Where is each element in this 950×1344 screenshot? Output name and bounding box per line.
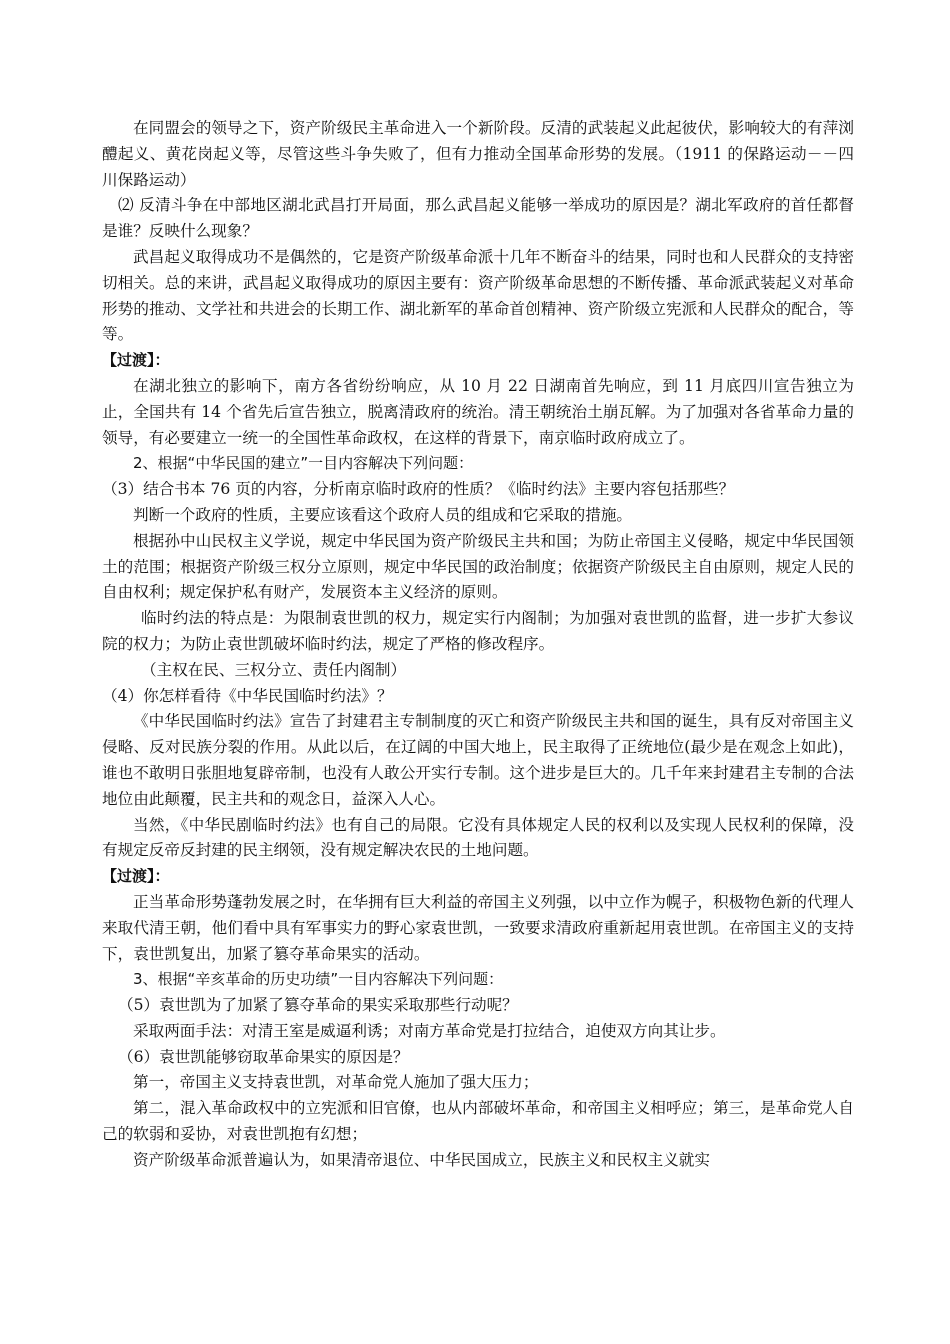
paragraph-provinces-independence: 在湖北独立的影响下，南方各省纷纷响应，从 10 月 22 日湖南首先响应，到 11 月底四川宣告独立为止，全国共有 14 个省先后宣告独立，脱离清政府的统治。清王朝统治土崩瓦解。为了加强对各省革命力量的领导，有必要建立一统一的全国性革命政权，在这样的背景下，南京临时政府成立了。: [102, 376, 854, 447]
paragraph-revolutionaries-belief: 资产阶级革命派普遍认为，如果清帝退位、中华民国成立，民族主义和民权主义就实: [133, 1150, 710, 1169]
paragraph-constitution-limitations: 当然，《中华民剧临时约法》也有自己的局限。它没有具体规定人民的权利以及实现人民权利的保障，没有规定反帝反封建的民主纲领，没有规定解决农民的土地问题。: [102, 815, 854, 860]
section-heading-3: 3、根据“辛亥革命的历史功绩”一目内容解决下列问题：: [133, 970, 504, 989]
question-4: （4）你怎样看待《中华民国临时约法》？: [102, 686, 393, 705]
section-heading-2: 2、根据“中华民国的建立”一目内容解决下列问题：: [133, 454, 474, 473]
paragraph-tongmenghui: 在同盟会的领导之下，资产阶级民主革命进入一个新阶段。反清的武装起义此起彼伏，影响较大的有萍浏醴起义、黄花岗起义等，尽管这些斗争失败了，但有力推动全国革命形势的发展。（1911 的保路运动－－四川保路运动）: [102, 119, 854, 189]
paragraph-yuan-shikai-return: 正当革命形势蓬勃发展之时，在华拥有巨大利益的帝国主义列强，以中立作为幌子，积极物色新的代理人来取代清王朝，他们看中具有军事实力的野心家袁世凯，一致要求清政府重新起用袁世凯。在帝国主义的支持下，袁世凯复出，加紧了篡夺革命果实的活动。: [102, 892, 854, 963]
paragraph-government-nature: 判断一个政府的性质，主要应该看这个政府人员的组成和它采取的措施。: [133, 505, 633, 524]
paragraph-two-faced-tactics: 采取两面手法：对清王室是威逼利诱；对南方革命党是打拉结合，迫使双方向其让步。: [133, 1021, 726, 1040]
paragraph-reason-second-third: 第二，混入革命政权中的立宪派和旧官僚，也从内部破坏革命，和帝国主义相呼应；第三，是革命党人自己的软弱和妥协，对袁世凯抱有幻想；: [102, 1099, 854, 1144]
paragraph-constitution-significance: 《中华民国临时约法》宣告了封建君主专制制度的灭亡和资产阶级民主共和国的诞生，具有反对帝国主义侵略、反对民族分裂的作用。从此以后，在辽阔的中国大地上，民主取得了正统地位(最少是在观念上如此)，谁也不敢明日张胆地复辟帝制，也没有人敢公开实行专制。这个进步是巨大的。几千年来封建君主专制的合法地位由此颠覆，民主共和的观念日，益深入人心。: [102, 712, 854, 808]
paragraph-wuchang-reasons: 武昌起义取得成功不是偶然的，它是资产阶级革命派十几年不断奋斗的结果，同时也和人民群众的支持密切相关。总的来讲，武昌起义取得成功的原因主要有：资产阶级革命思想的不断传播、革命派武装起义对革命形势的推动、文学社和共进会的长期工作、湖北新军的革命首创精神、资产阶级立宪派和人民群众的配合，等等。: [102, 247, 854, 344]
question-5: （5）袁世凯为了加紧了篡夺革命的果实采取那些行动呢？: [118, 996, 518, 1015]
transition-heading-1: 【过渡】：: [102, 351, 170, 370]
paragraph-reason-first: 第一，帝国主义支持袁世凯，对革命党人施加了强大压力；: [133, 1073, 539, 1092]
paragraph-principles-summary: （主权在民、三权分立、责任内阁制）: [141, 660, 407, 679]
paragraph-constitution-features: 临时约法的特点是：为限制袁世凯的权力，规定实行内阁制；为加强对袁世凯的监督，进一步扩大参议院的权力；为防止袁世凯破坏临时约法，规定了严格的修改程序。: [102, 609, 854, 653]
transition-heading-2: 【过渡】：: [102, 867, 170, 886]
paragraph-provisional-constitution-content: 根据孙中山民权主义学说，规定中华民国为资产阶级民主共和国；为防止帝国主义侵略，规定中华民国领土的范围；根据资产阶级三权分立原则，规定中华民国的政治制度；依据资产阶级民主自由原则，规定人民的自由权利；规定保护私有财产，发展资本主义经济的原则。: [102, 531, 854, 602]
question-2: ⑵ 反清斗争在中部地区湖北武昌打开局面，那么武昌起义能够一举成功的原因是？湖北军政府的首任都督是谁？反映什么现象？: [102, 196, 854, 241]
question-6: （6）袁世凯能够窃取革命果实的原因是？: [118, 1047, 409, 1066]
document-body: [102, 116, 854, 1174]
question-3: （3）结合书本 76 页的内容，分析南京临时政府的性质？《临时约法》主要内容包括那些？: [102, 480, 735, 499]
